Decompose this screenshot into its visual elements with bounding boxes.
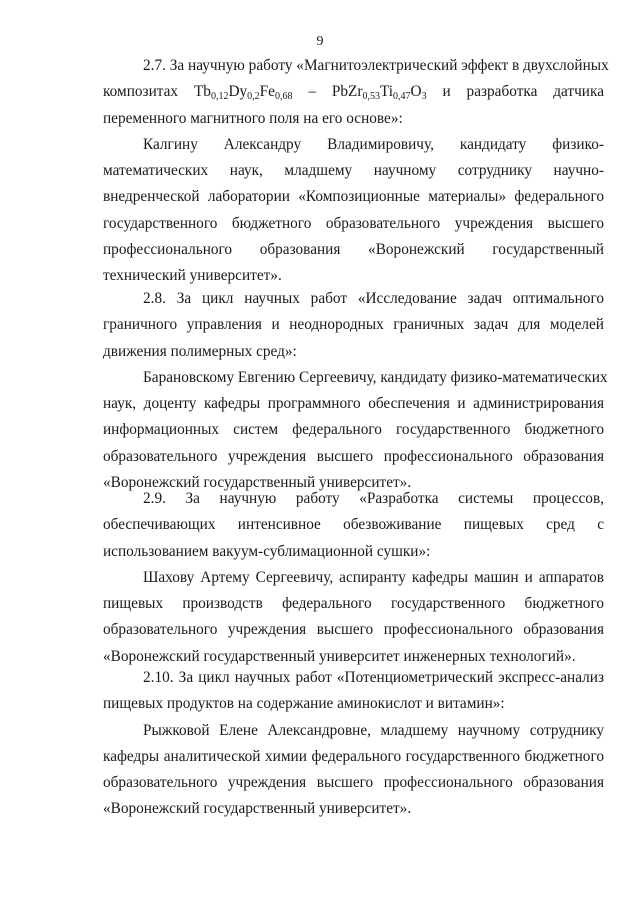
awardee-line: профессионального образования «Воронежский государственный bbox=[103, 241, 604, 259]
awardee-line: информационных систем федерального государственного бюджетного bbox=[103, 421, 604, 439]
awardee-line: государственного бюджетного образовательного учреждения высшего bbox=[103, 214, 604, 232]
section-2-7 bbox=[103, 53, 609, 290]
awardee-line: «Воронежский государственный университет». bbox=[103, 800, 412, 818]
section-title-line: обеспечивающих интенсивное обезвоживание пищевых сред с bbox=[103, 516, 604, 534]
awardee-line: «Воронежский государственный университет инженерных технологий». bbox=[103, 647, 576, 665]
awardee-line: «Воронежский государственный университет». bbox=[103, 474, 412, 492]
section-title-line: использованием вакуум-сублимационной сушки»: bbox=[103, 542, 431, 560]
page-number: 9 bbox=[316, 34, 324, 49]
section-title-line: 2.8. За цикл научных работ «Исследование задач оптимального bbox=[143, 290, 604, 307]
section-2-9 bbox=[103, 486, 604, 670]
formula-dash: – bbox=[308, 83, 316, 101]
section-title-line: 2.9. За научную работу «Разработка системы процессов, bbox=[143, 490, 604, 507]
awardee-line: Калгину Александру Владимировичу, кандидату физико- bbox=[143, 135, 604, 153]
section-title-line: движения полимерных сред»: bbox=[103, 342, 297, 360]
formula-suffix-1: и bbox=[442, 83, 451, 101]
section-title-line: пищевых продуктов на содержание аминокислот и витамин»: bbox=[103, 695, 505, 713]
awardee-line: Барановскому Евгению Сергеевичу, кандидату физико-математических bbox=[143, 368, 608, 386]
awardee-line: Шахову Артему Сергеевичу, аспиранту кафедры машин и аппаратов bbox=[143, 568, 604, 586]
section-title-line: 2.7. За научную работу «Магнитоэлектрический эффект в двухслойных bbox=[143, 57, 609, 74]
awardee-line: кафедры аналитической химии федерального государственного бюджетного bbox=[103, 747, 604, 765]
formula-prefix: композитах bbox=[103, 83, 179, 101]
awardee-line: наук, доценту кафедры программного обеспечения и администрирования bbox=[103, 395, 604, 413]
formula: $Tb_{0,12}Dy_{0,2}Fe_{0,68}$ bbox=[193, 83, 293, 103]
awardee-line: математических наук, младшему научному сотруднику научно- bbox=[103, 162, 604, 180]
formula-suffix-2: разработка bbox=[466, 83, 538, 101]
awardee-line: образовательного учреждения высшего профессионального образования bbox=[103, 447, 604, 465]
section-title-line: 2.10. За цикл научных работ «Потенциометрический экспресс-анализ bbox=[143, 669, 604, 686]
section-title-line: переменного магнитного поля на его основе»: bbox=[103, 109, 403, 127]
awardee-line: технический университет». bbox=[103, 267, 282, 285]
awardee-line: Рыжковой Елене Александровне, младшему научному сотруднику bbox=[143, 721, 604, 739]
formula-line bbox=[103, 79, 604, 105]
awardee-line: внедренческой лаборатории «Композиционные материалы» федерального bbox=[103, 188, 604, 206]
section-2-8 bbox=[103, 286, 608, 496]
awardee-line: образовательного учреждения высшего профессионального образования bbox=[103, 621, 604, 639]
section-title-line: граничного управления и неоднородных граничных задач для моделей bbox=[103, 316, 604, 334]
formula-suffix-3: датчика bbox=[553, 83, 604, 101]
section-2-10 bbox=[103, 665, 604, 823]
awardee-line: образовательного учреждения высшего профессионального образования bbox=[103, 774, 604, 792]
formula-2: $PbZr_{0,53}Ti_{0,47}O_3$ bbox=[331, 83, 427, 103]
awardee-line: пищевых производств федерального государственного бюджетного bbox=[103, 595, 604, 613]
